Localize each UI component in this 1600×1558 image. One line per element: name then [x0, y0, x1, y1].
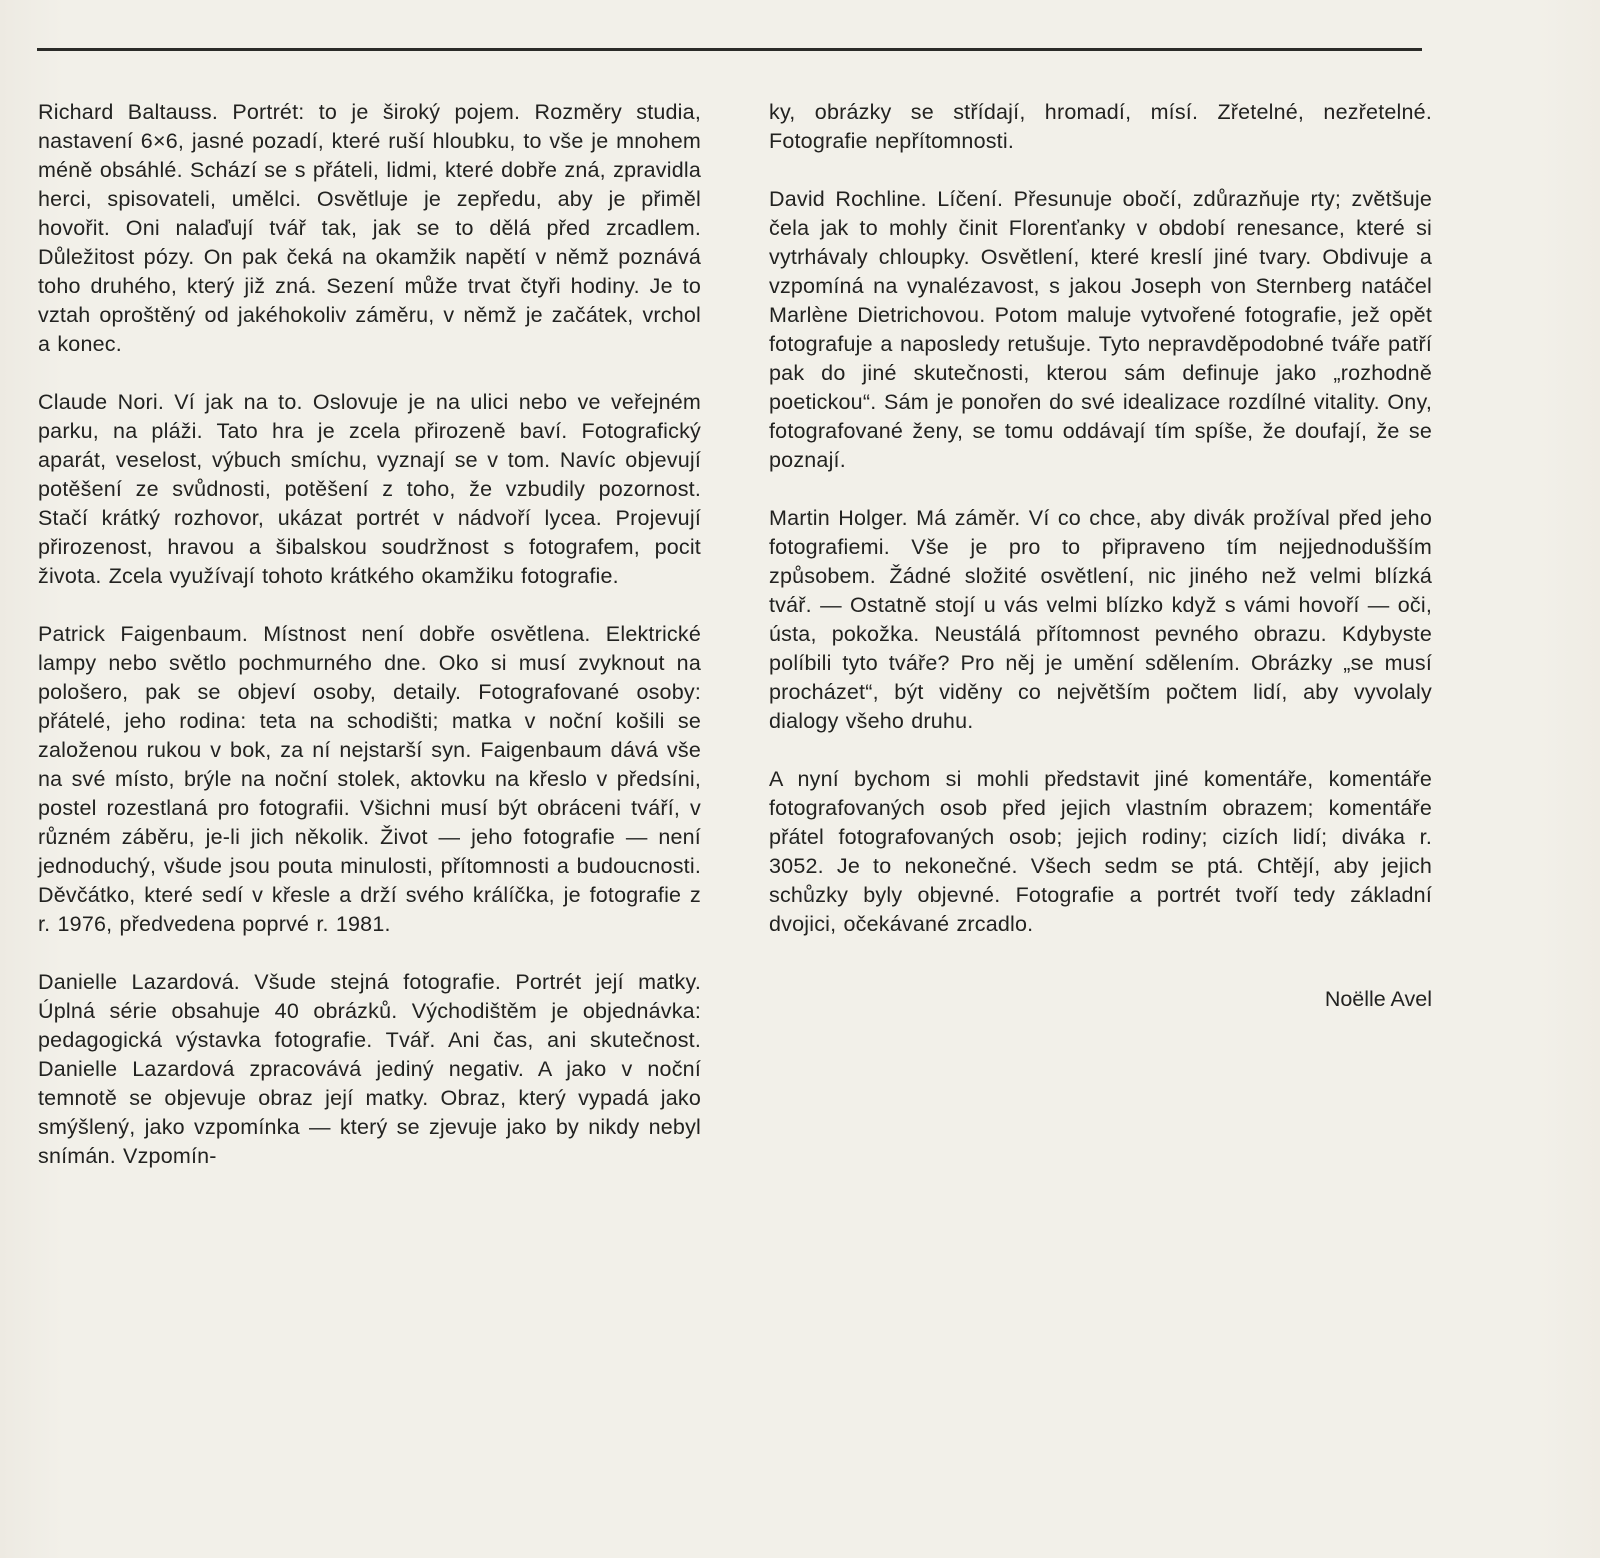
right-column [769, 98, 1432, 1200]
paragraph-danielle-lazardova: Danielle Lazardová. Všude stejná fotografie. Portrét její matky. Úplná série obsahuje 40 obrázků. Východištěm je objednávka: pedagogická výstavka fotografie. Tvář. Ani čas, ani skutečnost. Danielle Lazardová zpracovává jediný negativ. A jako v noční temnotě se objevuje obraz její matky. Obraz, který vypadá jako smýšlený, jako vzpomínka — který se zjevuje jako by nikdy nebyl snímán. Vzpomín- [38, 970, 701, 1168]
text-columns [0, 98, 1600, 1200]
paragraph-martin-holger: Martin Holger. Má záměr. Ví co chce, aby divák prožíval před jeho fotografiemi. Vše je pro to připraveno tím nejjednodušším způsobem. Žádné složité osvětlení, nic jiného než velmi blízká tvář. — Ostatně stojí u vás velmi blízko když s vámi hovoří — oči, ústa, pokožka. Neustálá přítomnost pevného obrazu. Kdybyste políbili tyto tváře? Pro něj je umění sdělením. Obrázky „se musí procházet“, být viděny co největším počtem lidí, aby vyvolaly dialogy všeho druhu. [769, 506, 1432, 733]
top-rule-divider [37, 48, 1422, 51]
paragraph-claude-nori: Claude Nori. Ví jak na to. Oslovuje je na ulici nebo ve veřejném parku, na pláži. Tato hra je zcela přirozeně baví. Fotografický aparát, veselost, výbuch smíchu, vyznají se v tom. Navíc objevují potěšení ze svůdnosti, potěšení z toho, že vzbudily pozornost. Stačí krátký rozhovor, ukázat portrét v nádvoří lycea. Projevují přirozenost, hravou a šibalskou soudržnost s fotografem, pocit života. Zcela využívají tohoto krátkého okamžiku fotografie. [38, 390, 701, 588]
author-signature: Noëlle Avel [1324, 987, 1432, 1011]
paragraph-david-rochline: David Rochline. Líčení. Přesunuje obočí, zdůrazňuje rty; zvětšuje čela jak to mohly činit Florenťanky v období renesance, které si vytrhávaly chloupky. Osvětlení, které kreslí jiné tvary. Obdivuje a vzpomíná na vynalézavost, s jakou Joseph von Sternberg natáčel Marlène Dietrichovou. Potom maluje vytvořené fotografie, jež opět fotografuje a naposledy retušuje. Tyto nepravděpodobné tváře patří pak do jiné skutečnosti, kterou sám definuje jako „rozhodně poetickou“. Sám je ponořen do své idealizace rozdílné vitality. Ony, fotografované ženy, se tomu oddávají tím spíše, že doufají, že se poznají. [769, 187, 1432, 472]
paragraph-continuation: ky, obrázky se střídají, hromadí, mísí. Zřetelné, nezřetelné. Fotografie nepřítomnosti. [769, 100, 1432, 153]
paragraph-closing: A nyní bychom si mohli představit jiné komentáře, komentáře fotografovaných osob před jejich vlastním obrazem; komentáře přátel fotografovaných osob; jejich rodiny; cizích lidí; diváka r. 3052. Je to nekonečné. Všech sedm se ptá. Chtějí, aby jejich schůzky byly objevné. Fotografie a portrét tvoří tedy základní dvojici, očekávané zrcadlo. [769, 767, 1432, 936]
paragraph-richard-baltauss: Richard Baltauss. Portrét: to je široký pojem. Rozměry studia, nastavení 6×6, jasné pozadí, které ruší hloubku, to vše je mnohem méně obsáhlé. Schází se s přáteli, lidmi, které dobře zná, zpravidla herci, spisovateli, umělci. Osvětluje je zepředu, aby je přiměl hovořit. Oni nalaďují tvář tak, jak se to dělá před zrcadlem. Důležitost pózy. On pak čeká na okamžik napětí v němž poznává toho druhého, který již zná. Sezení může trvat čtyři hodiny. Je to vztah oproštěný od jakéhokoliv záměru, v němž je začátek, vrchol a konec. [38, 100, 701, 356]
left-column [38, 98, 701, 1200]
paragraph-patrick-faigenbaum: Patrick Faigenbaum. Místnost není dobře osvětlena. Elektrické lampy nebo světlo pochmurného dne. Oko si musí zvyknout na pološero, pak se objeví osoby, detaily. Fotografované osoby: přátelé, jeho rodina: teta na schodišti; matka v noční košili se založenou rukou v bok, za ní nejstarší syn. Faigenbaum dává vše na své místo, brýle na noční stolek, aktovku na křeslo v předsíni, postel rozestlaná pro fotografii. Všichni musí být obráceni tváří, v různém záběru, je-li jich několik. Život — jeho fotografie — není jednoduchý, všude jsou pouta minulosti, přítomnosti a budoucnosti. Děvčátko, které sedí v křesle a drží svého králíčka, je fotografie z r. 1976, předvedena poprvé r. 1981. [38, 622, 701, 936]
